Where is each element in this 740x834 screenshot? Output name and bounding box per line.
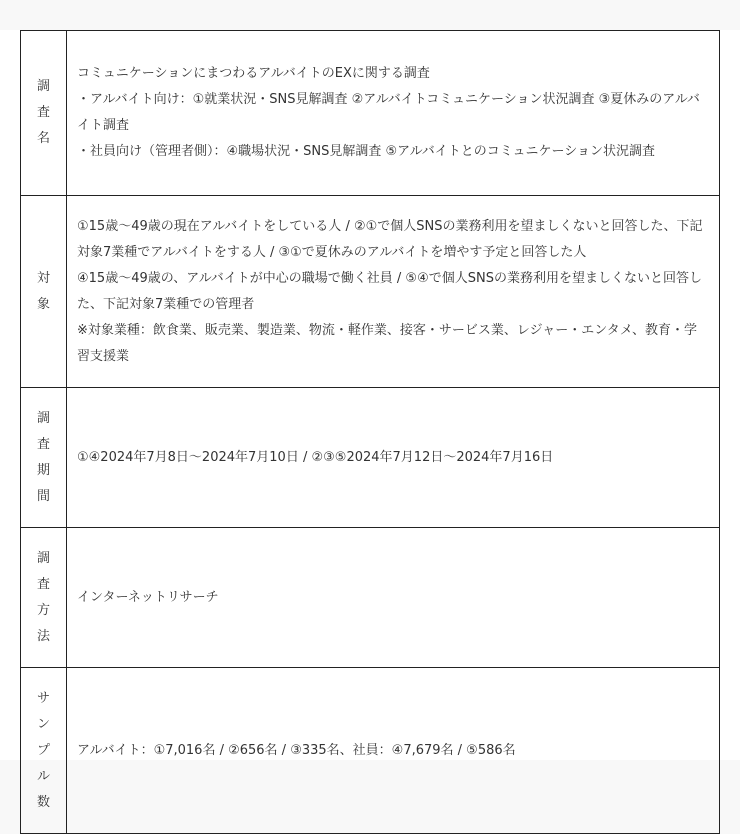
row-label-method: 調査方法: [21, 528, 67, 668]
row-content-sample-size: [67, 668, 720, 834]
target-industry-note: ※対象業種：飲食業、販売業、製造業、物流・軽作業、接客・サービス業、レジャー・エンタメ、教育・学習支援業: [77, 322, 698, 364]
row-content-method: [67, 528, 720, 668]
survey-overview-table: [20, 30, 720, 834]
row-content-period: [67, 388, 720, 528]
table-row-sample-size: [21, 668, 720, 834]
method-value: インターネットリサーチ: [77, 589, 219, 605]
table-row-method: [21, 528, 720, 668]
survey-employee-line: ・社員向け（管理者側）：④職場状況・SNS見解調査 ⑤アルバイトとのコミュニケーション状況調査: [77, 144, 655, 159]
row-label-target: 対象: [21, 196, 67, 388]
sample-size-value: アルバイト：①7,016名 / ②656名 / ③335名、社員：④7,679名 / ⑤586名: [77, 742, 516, 758]
row-content-survey-name: [67, 31, 720, 196]
row-content-target: [67, 196, 720, 388]
table-row-survey-name: [21, 31, 720, 196]
row-label-sample-size: サンプル数: [21, 668, 67, 834]
period-value: ①④2024年7月8日〜2024年7月10日 / ②③⑤2024年7月12日〜2024年7月16日: [77, 449, 554, 465]
row-label-period: 調査期間: [21, 388, 67, 528]
table-row-target: [21, 196, 720, 388]
target-parttimer-line: ①15歳〜49歳の現在アルバイトをしている人 / ②①で個人SNSの業務利用を望ましくないと回答した、下記対象7業種でアルバイトをする人 / ③①で夏休みのアルバイトを増やす予定と回答した人: [77, 218, 703, 260]
survey-title-line: コミュニケーションにまつわるアルバイトのEXに関する調査: [77, 66, 430, 81]
row-label-survey-name: 調査名: [21, 31, 67, 196]
survey-parttimer-line: ・アルバイト向け：①就業状況・SNS見解調査 ②アルバイトコミュニケーション状況調査 ③夏休みのアルバイト調査: [77, 92, 700, 133]
target-employee-line: ④15歳〜49歳の、アルバイトが中心の職場で働く社員 / ⑤④で個人SNSの業務利用を望ましくないと回答した、下記対象7業種での管理者: [77, 270, 702, 312]
table-row-period: [21, 388, 720, 528]
